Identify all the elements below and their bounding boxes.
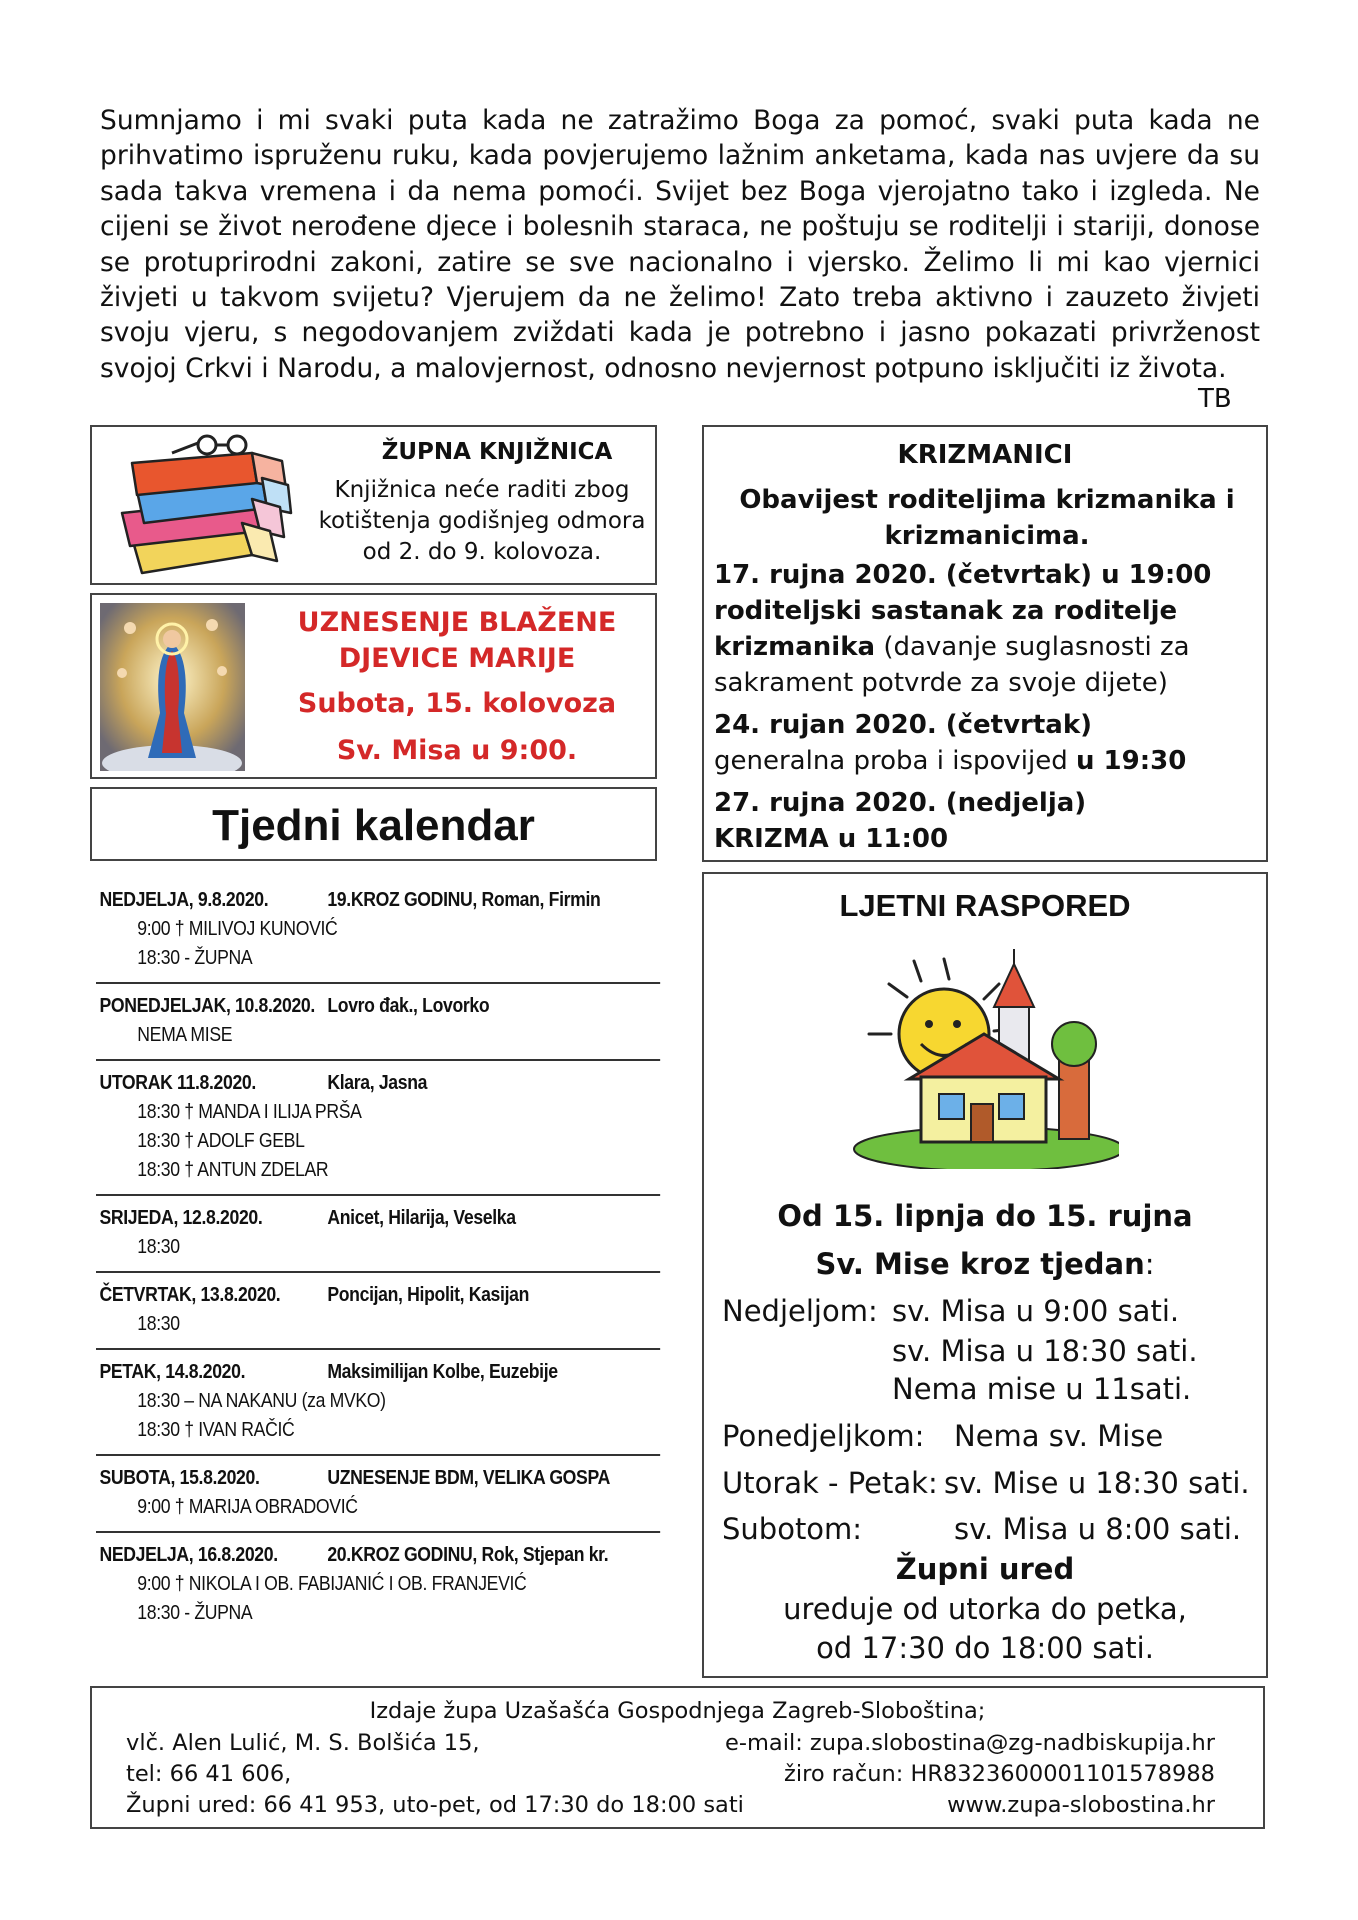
calendar-day-header — [99, 1204, 660, 1232]
calendar-mass-item: 18:30 – NA NAKANU (za MVKO) — [137, 1389, 386, 1412]
intro-signature: TB — [1198, 384, 1232, 414]
office-hours: ureduje od utorka do petka, od 17:30 do 18:00 sati. — [783, 1592, 1187, 1665]
calendar-day-header — [99, 886, 660, 914]
footer-website: www.zupa-slobostina.hr — [947, 1792, 1215, 1818]
calendar-day — [96, 1456, 660, 1533]
calendar-day-saints: 20.KROZ GODINU, Rok, Stjepan kr. — [327, 1543, 609, 1566]
sun-church-icon — [849, 949, 1119, 1169]
library-text: Knjižnica neće raditi zbog kotištenja godišnjeg odmora od 2. do 9. kolovoza. — [318, 477, 646, 565]
calendar-mass-item: 18:30 † IVAN RAČIĆ — [137, 1418, 295, 1441]
confirmation-title: KRIZMANICI — [897, 440, 1073, 470]
calendar-day — [96, 878, 660, 984]
calendar-day-saints: Maksimilijan Kolbe, Euzebije — [327, 1360, 558, 1383]
calendar-day-saints: UZNESENJE BDM, VELIKA GOSPA — [327, 1466, 610, 1489]
calendar-day-saints: 19.KROZ GODINU, Roman, Firmin — [327, 888, 601, 911]
saturday-label: Subotom: — [722, 1512, 863, 1546]
calendar-day — [96, 1533, 660, 1637]
books-icon — [102, 433, 302, 578]
tue-fri-value: sv. Mise u 18:30 sati. — [944, 1466, 1250, 1500]
footer-box — [90, 1686, 1265, 1829]
footer-email: e-mail: zupa.slobostina@zg-nadbiskupija.hr — [725, 1730, 1215, 1756]
saturday-row — [722, 1512, 1262, 1546]
library-box — [90, 425, 657, 585]
calendar-day-name: UTORAK 11.8.2020. — [99, 1071, 256, 1094]
calendar-day-header — [99, 1069, 660, 1097]
calendar-mass-item: 9:00 † MILIVOJ KUNOVIĆ — [137, 917, 338, 940]
footer-phone: tel: 66 41 606, — [126, 1761, 292, 1787]
library-title: ŽUPNA KNJIŽNICA — [381, 439, 613, 465]
assumption-title: UZNESENJE BLAŽENE DJEVICE MARIJE — [297, 607, 617, 674]
footer-publisher: Izdaje župa Uzašašća Gospodnjega Zagreb-Sloboština; — [369, 1698, 986, 1724]
summer-date-range: Od 15. lipnja do 15. rujna — [777, 1199, 1193, 1233]
calendar-day-header — [99, 1358, 660, 1386]
saturday-value: sv. Misa u 8:00 sati. — [954, 1512, 1242, 1546]
calendar-day-name: PONEDJELJAK, 10.8.2020. — [99, 994, 315, 1017]
calendar-mass-item: 18:30 † ANTUN ZDELAR — [137, 1158, 329, 1181]
calendar-day-header — [99, 1464, 660, 1492]
tue-fri-row — [722, 1466, 1262, 1500]
sunday-row — [722, 1294, 1262, 1328]
calendar-day-name: NEDJELJA, 16.8.2020. — [99, 1543, 278, 1566]
calendar-mass-item: 9:00 † NIKOLA I OB. FABIJANIĆ I OB. FRANJEVIĆ — [137, 1572, 527, 1595]
calendar-day-name: PETAK, 14.8.2020. — [99, 1360, 246, 1383]
calendar-day-header — [99, 1541, 660, 1569]
calendar-day-name: NEDJELJA, 9.8.2020. — [99, 888, 269, 911]
virgin-mary-icon — [100, 603, 245, 771]
sunday-mass-3: Nema mise u 11sati. — [892, 1372, 1192, 1406]
calendar-mass-item: 18:30 - ŽUPNA — [137, 1601, 253, 1624]
calendar-mass-item: 18:30 - ŽUPNA — [137, 946, 253, 969]
assumption-box — [90, 593, 657, 779]
calendar-day-name: SUBOTA, 15.8.2020. — [99, 1466, 260, 1489]
confirmation-rehearsal: 24. rujan 2020. (četvrtak) generalna proba i ispovijed u 19:30 — [714, 710, 1187, 776]
calendar-mass-item: 18:30 — [137, 1235, 180, 1258]
confirmation-subtitle: Obavijest roditeljima krizmanika i krizmanicima. — [739, 485, 1235, 551]
calendar-mass-item: 9:00 † MARIJA OBRADOVIĆ — [137, 1495, 358, 1518]
calendar-day-saints: Anicet, Hilarija, Veselka — [327, 1206, 516, 1229]
calendar-day — [96, 984, 660, 1061]
monday-row — [722, 1419, 1262, 1453]
tue-fri-label: Utorak - Petak: — [722, 1466, 938, 1500]
calendar-day-saints: Poncijan, Hipolit, Kasijan — [327, 1283, 530, 1306]
confirmation-meeting: 17. rujna 2020. (četvrtak) u 19:00 roditeljski sastanak za roditelje krizmanika (davanje suglasnosti za sakrament potvrde za svoje dijete) — [714, 560, 1212, 698]
calendar-day-header — [99, 1281, 660, 1309]
summer-schedule-box — [702, 872, 1268, 1678]
summer-weekly-masses: Sv. Mise kroz tjedan: — [815, 1247, 1155, 1281]
calendar-title: Tjedni kalendar — [212, 801, 535, 850]
calendar-day — [96, 1350, 660, 1456]
sunday-label: Nedjeljom: — [722, 1294, 878, 1328]
calendar-mass-item: 18:30 † ADOLF GEBL — [137, 1129, 305, 1152]
assumption-mass-time: Sv. Misa u 9:00. — [336, 735, 578, 766]
calendar-mass-item: 18:30 — [137, 1312, 180, 1335]
footer-office: Župni ured: 66 41 953, uto-pet, od 17:30 do 18:00 sati — [126, 1792, 744, 1818]
summer-title: LJETNI RASPORED — [839, 888, 1131, 923]
calendar-day-saints: Klara, Jasna — [327, 1071, 428, 1094]
office-title: Župni ured — [895, 1552, 1075, 1586]
confirmation-ceremony: 27. rujna 2020. (nedjelja) KRIZMA u 11:00 — [714, 788, 1087, 854]
confirmation-box — [702, 425, 1268, 862]
weekly-calendar — [96, 878, 658, 1637]
intro-paragraph: Sumnjamo i mi svaki puta kada ne zatražimo Boga za pomoć, svaki puta kada ne prihvatimo ispruženu ruku, kada povjerujemo lažnim anketama, kada nas uvjere da su sada takva vremena i da nema pomoći. Svijet bez Boga vjerojatno tako i izgleda. Ne cijeni se život nerođene djece i bolesnih staraca, ne poštuju se roditelji i stariji, donose se protuprirodni zakoni, zatire se sve nacionalno i vjersko. Želimo li mi kao vjernici živjeti u takvom svijetu? Vjerujem da ne želimo! Zato treba aktivno i zauzeto živjeti svoju vjeru, s negodovanjem zviždati kada je potrebno i jasno pokazati privrženost svojoj Crkvi i Narodu, a malovjernost, odnosno nevjernost potpuno isključiti iz života. — [100, 105, 1260, 384]
footer-account: žiro račun: HR8323600001101578988 — [784, 1761, 1215, 1787]
monday-label: Ponedjeljkom: — [722, 1419, 925, 1453]
sunday-mass-1: sv. Misa u 9:00 sati. — [892, 1294, 1180, 1328]
sunday-mass-2: sv. Misa u 18:30 sati. — [892, 1334, 1198, 1368]
calendar-mass-item: NEMA MISE — [137, 1023, 233, 1046]
monday-value: Nema sv. Mise — [954, 1419, 1164, 1453]
confirmation-body — [714, 557, 1260, 863]
calendar-title-box — [90, 787, 657, 861]
footer-priest: vlč. Alen Lulić, M. S. Bolšića 15, — [126, 1730, 480, 1756]
calendar-day — [96, 1061, 660, 1196]
calendar-day — [96, 1196, 660, 1273]
calendar-mass-item: 18:30 † MANDA I ILIJA PRŠA — [137, 1100, 362, 1123]
calendar-day-saints: Lovro đak., Lovorko — [327, 994, 490, 1017]
calendar-day-name: SRIJEDA, 12.8.2020. — [99, 1206, 263, 1229]
calendar-day — [96, 1273, 660, 1350]
assumption-date: Subota, 15. kolovoza — [297, 688, 617, 719]
calendar-day-header — [99, 992, 660, 1020]
calendar-day-name: ČETVRTAK, 13.8.2020. — [99, 1283, 281, 1306]
